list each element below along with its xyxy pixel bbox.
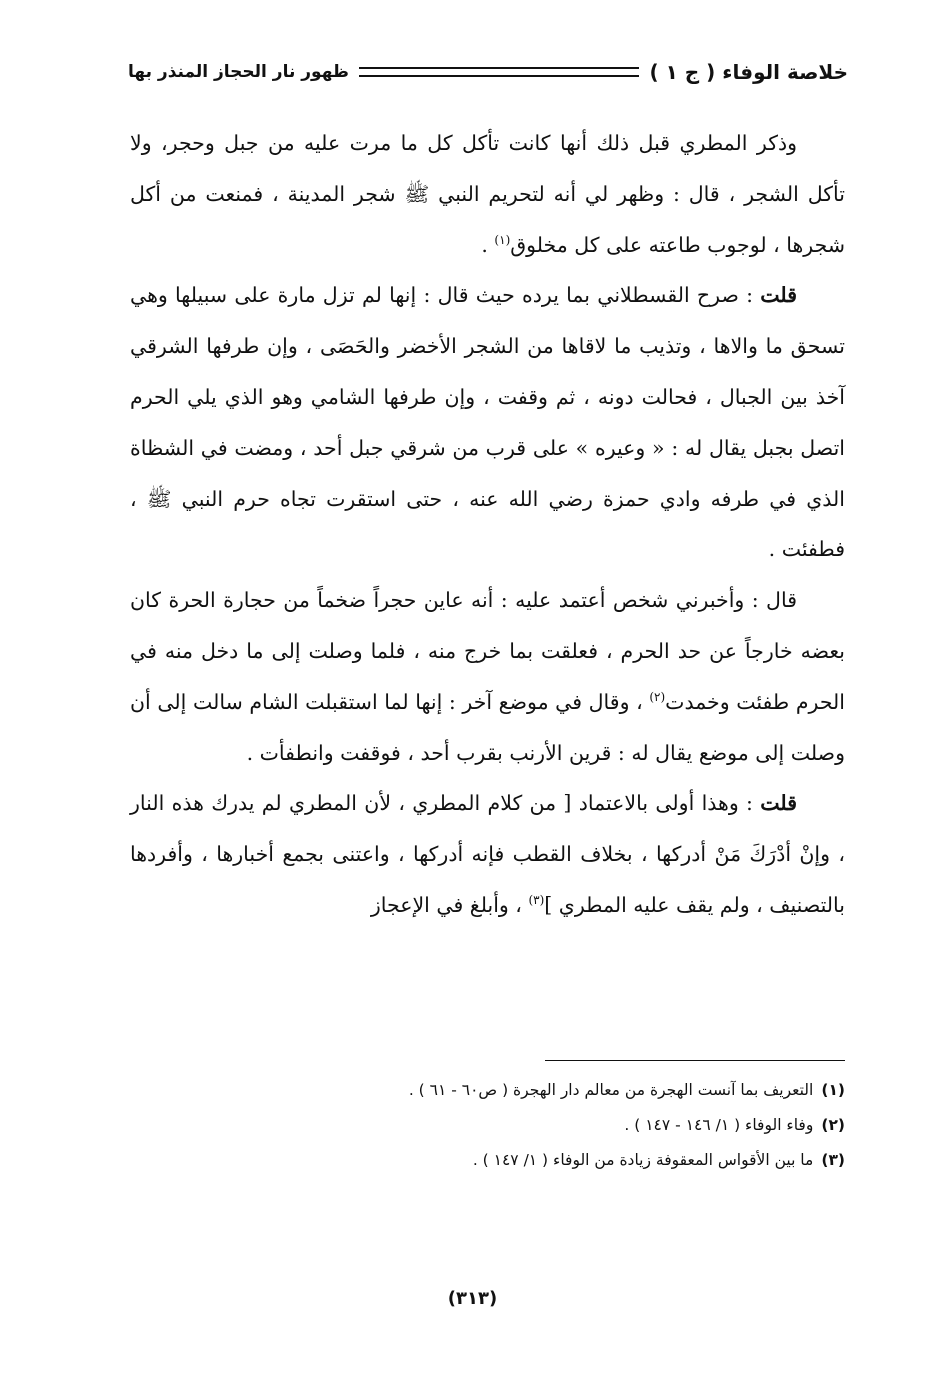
qult-label: قلت [760,283,797,308]
page-number: (٣١٣) [447,1288,498,1309]
paragraph: قلت : وهذا أولى بالاعتماد [ من كلام المطري ، لأن المطري لم يدرك هذه النار ، وإنْ أدْرَكَ مَنْ أدركها ، بخلاف القطب فإنه أدركها ، واعتنى بجمع أخبارها ، وأفردها بالتصنيف ، ولم يقف عليه المطري ]$^{(٣)}$ ، وأبلغ في الإعجاز [130,791,845,917]
footnote-ref: (١) [494,232,511,247]
paragraph: قال : وأخبرني شخص أعتمد عليه : أنه عاين حجراً ضخماً من حجارة الحرة كان بعضه خارجاً عن حد الحرم ، فعلقت بما خرج منه ، فلما وصلت إلى ما دخل منه في الحرم طفئت وخمدت$^{(٢)}$ ، وقال في موضع آخر : إنها لما استقبلت الشام سالت إلى أن وصلت إلى موضع يقال له : قرين الأرنب بقرب أحد ، فوقفت وانطفأت . [130,588,845,765]
paragraph: قلت : صرح القسطلاني بما يرده حيث قال : إنها لم تزل مارة على سبيلها وهي تسحق ما والاها ، وتذيب ما لاقاها من الشجر الأخضر والحَصَى ، وإن طرفها الشرقي آخذ بين الجبال ، فحالت دونه ، ثم وقفت ، وإن طرفها الشامي وهو الذي يلي الحرم اتصل بجبل يقال له : « وعيره » على قرب من شرقي جبل أحد ، ومضت في الشظاة الذي في طرفه وادي حمزة رضي الله عنه ، حتى استقرت تجاه حرم النبي ﷺ ، فطفئت . [130,283,845,562]
footnote: (٣)ما بين الأقواس المعقوفة زيادة من الوفاء ( ١/ ١٤٧ ) . [472,1151,845,1169]
header-double-rule [359,67,640,77]
footnote-ref: (٣) [528,893,545,908]
running-header [128,52,848,92]
chapter-title: ظهور نار الحجاز المنذر بها [128,62,349,82]
main-text [130,118,845,931]
footnote-separator [545,1060,845,1061]
footnotes [320,1073,845,1178]
footnote-ref: (٢) [649,689,666,704]
footnote: (٢)وفاء الوفاء ( ١/ ١٤٦ - ١٤٧ ) . [624,1116,845,1134]
book-title: خلاصة الوفاء ( ج ١ ) [649,60,848,84]
qult-label: قلت [760,791,797,816]
footnote: (١)التعريف بما آنست الهجرة من معالم دار الهجرة ( ص٦٠ - ٦١ ) . [408,1081,845,1099]
paragraph: وذكر المطري قبل ذلك أنها كانت تأكل كل ما مرت عليه من جبل وحجر، ولا تأكل الشجر ، قال : وظهر لي أنه لتحريم النبي ﷺ شجر المدينة ، فمنعت من أكل شجرها ، لوجوب طاعته على كل مخلوق$^{(١)}$ . [130,131,845,257]
